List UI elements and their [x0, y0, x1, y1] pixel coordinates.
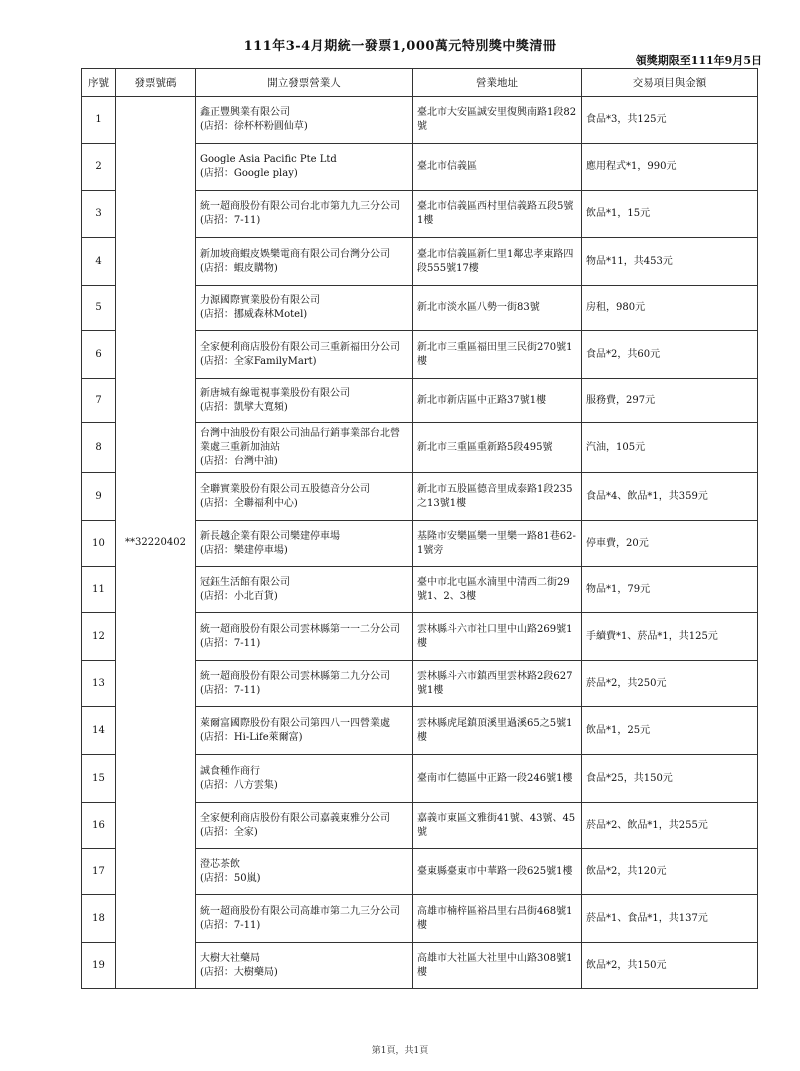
- row-number: 16: [82, 803, 116, 849]
- transaction-items: 服務費，297元: [582, 379, 758, 423]
- row-number: 11: [82, 567, 116, 613]
- row-number: 12: [82, 613, 116, 661]
- transaction-items: 飲品*1，15元: [582, 191, 758, 238]
- merchant-name: 全家便利商店股份有限公司三重新福田分公司: [200, 341, 400, 353]
- store-sign: (店招：徐杯杯粉圓仙草): [200, 121, 308, 132]
- business-address: 新北市淡水區八勢一街83號: [413, 286, 582, 331]
- business-address: 臺北市信義區新仁里1鄰忠孝東路四段555號17樓: [413, 238, 582, 286]
- merchant-cell: [196, 895, 413, 943]
- transaction-items: 飲品*1，25元: [582, 707, 758, 755]
- transaction-items: 食品*2，共60元: [582, 331, 758, 379]
- business-address: 臺北市信義區西村里信義路五段5號1樓: [413, 191, 582, 238]
- store-sign: (店招：7-11): [200, 919, 261, 931]
- row-number: 17: [82, 849, 116, 895]
- page-footer: 第1頁，共1頁: [371, 1046, 429, 1056]
- row-number: 8: [82, 423, 116, 473]
- merchant-cell: [196, 473, 413, 521]
- row-number: 4: [82, 238, 116, 286]
- merchant-name: 新唐城有線電視事業股份有限公司: [200, 387, 350, 399]
- table-row: [82, 97, 758, 144]
- merchant-cell: [196, 97, 413, 144]
- transaction-items: 菸品*2、飲品*1，共255元: [582, 803, 758, 849]
- merchant-name: 統一超商股份有限公司雲林縣第一一二分公司: [200, 623, 400, 635]
- merchant-name: 全聯實業股份有限公司五股德音分公司: [200, 483, 370, 495]
- merchant-cell: [196, 423, 413, 473]
- merchant-cell: [196, 755, 413, 803]
- business-address: 雲林縣斗六市鎮西里雲林路2段627號1樓: [413, 661, 582, 707]
- merchant-name: 冠鈺生活館有限公司: [200, 576, 290, 588]
- invoice-number: **32220402: [116, 97, 196, 989]
- row-number: 5: [82, 286, 116, 331]
- merchant-name: 力源國際實業股份有限公司: [200, 295, 320, 306]
- business-address: 臺北市大安區誠安里復興南路1段82號: [413, 97, 582, 144]
- store-sign: (店招：蝦皮購物): [200, 262, 278, 274]
- merchant-cell: [196, 379, 413, 423]
- merchant-name: 萊爾富國際股份有限公司第四八一四營業處: [200, 717, 390, 729]
- row-number: 10: [82, 521, 116, 567]
- transaction-items: 手續費*1、菸品*1，共125元: [582, 613, 758, 661]
- business-address: 臺南市仁德區中正路一段246號1樓: [413, 755, 582, 803]
- row-number: 6: [82, 331, 116, 379]
- transaction-items: 汽油，105元: [582, 423, 758, 473]
- transaction-items: 食品*4、飲品*1，共359元: [582, 473, 758, 521]
- store-sign: (店招：小北百貨): [200, 590, 278, 602]
- merchant-cell: [196, 521, 413, 567]
- store-sign: (店招：Google play): [200, 168, 298, 179]
- merchant-cell: [196, 849, 413, 895]
- row-number: 14: [82, 707, 116, 755]
- header-invoice: 發票號碼: [116, 69, 196, 97]
- transaction-items: 菸品*1、食品*1，共137元: [582, 895, 758, 943]
- merchant-name: 大樹大社藥局: [200, 952, 260, 964]
- merchant-cell: [196, 661, 413, 707]
- business-address: 高雄市大社區大社里中山路308號1樓: [413, 943, 582, 989]
- business-address: 新北市三重區重新路5段495號: [413, 423, 582, 473]
- business-address: 雲林縣虎尾鎮頂溪里過溪65之5號1樓: [413, 707, 582, 755]
- store-sign: (店招：樂建停車場): [200, 544, 288, 556]
- transaction-items: 物品*1，79元: [582, 567, 758, 613]
- transaction-items: 菸品*2，共250元: [582, 661, 758, 707]
- business-address: 基隆市安樂區樂一里樂一路81巷62-1號旁: [413, 521, 582, 567]
- merchant-name: Google Asia Pacific Pte Ltd: [200, 154, 337, 165]
- merchant-name: 新加坡商蝦皮娛樂電商有限公司台灣分公司: [200, 248, 390, 260]
- row-number: 3: [82, 191, 116, 238]
- table-header-row: [82, 69, 758, 97]
- store-sign: (店招：全聯福利中心): [200, 497, 298, 509]
- merchant-cell: [196, 286, 413, 331]
- store-sign: (店招：7-11): [200, 684, 261, 696]
- header-merchant: 開立發票營業人: [196, 69, 413, 97]
- merchant-cell: [196, 567, 413, 613]
- header-no: 序號: [82, 69, 116, 97]
- transaction-items: 食品*3，共125元: [582, 97, 758, 144]
- merchant-cell: [196, 943, 413, 989]
- merchant-cell: [196, 613, 413, 661]
- transaction-items: 食品*25，共150元: [582, 755, 758, 803]
- business-address: 雲林縣斗六市社口里中山路269號1樓: [413, 613, 582, 661]
- business-address: 高雄市楠梓區裕昌里右昌街468號1樓: [413, 895, 582, 943]
- merchant-name: 新長越企業有限公司樂建停車場: [200, 530, 340, 542]
- store-sign: (店招：凱擘大寬頻): [200, 401, 288, 413]
- store-sign: (店招：全家): [200, 826, 258, 838]
- merchant-name: 全家便利商店股份有限公司嘉義東雅分公司: [200, 812, 390, 824]
- store-sign: (店招：Hi-Life萊爾富): [200, 731, 303, 743]
- row-number: 18: [82, 895, 116, 943]
- row-number: 15: [82, 755, 116, 803]
- business-address: 新北市五股區德音里成泰路1段235之13號1樓: [413, 473, 582, 521]
- merchant-cell: [196, 144, 413, 191]
- merchant-cell: [196, 331, 413, 379]
- transaction-items: 停車費，20元: [582, 521, 758, 567]
- row-number: 9: [82, 473, 116, 521]
- business-address: 臺北市信義區: [413, 144, 582, 191]
- business-address: 臺中市北屯區水湳里中清西二街29號1、2、3樓: [413, 567, 582, 613]
- store-sign: (店招：台灣中油): [200, 455, 278, 467]
- merchant-cell: [196, 238, 413, 286]
- merchant-name: 統一超商股份有限公司高雄市第二九三分公司: [200, 905, 400, 917]
- store-sign: (店招：7-11): [200, 637, 261, 649]
- store-sign: (店招：7-11): [200, 215, 261, 226]
- merchant-name: 澄芯茶飲: [200, 858, 240, 870]
- claim-deadline: 領獎期限至111年9月5日: [635, 54, 762, 67]
- row-number: 13: [82, 661, 116, 707]
- business-address: 嘉義市東區文雅街41號、43號、45號: [413, 803, 582, 849]
- transaction-items: 飲品*2，共150元: [582, 943, 758, 989]
- merchant-cell: [196, 803, 413, 849]
- business-address: 新北市三重區福田里三民街270號1樓: [413, 331, 582, 379]
- header-items: 交易項目與金額: [582, 69, 758, 97]
- page-title: 111年3-4月期統一發票1,000萬元特別獎中獎清冊: [243, 39, 557, 54]
- transaction-items: 飲品*2，共120元: [582, 849, 758, 895]
- winners-table: [81, 68, 758, 989]
- merchant-name: 鑫正豐興業有限公司: [200, 107, 290, 118]
- merchant-name: 統一超商股份有限公司雲林縣第二九分公司: [200, 670, 390, 682]
- store-sign: (店招：挪威森林Motel): [200, 309, 308, 320]
- business-address: 臺東縣臺東市中華路一段625號1樓: [413, 849, 582, 895]
- row-number: 7: [82, 379, 116, 423]
- transaction-items: 物品*11，共453元: [582, 238, 758, 286]
- store-sign: (店招：大樹藥局): [200, 966, 278, 978]
- merchant-name: 統一超商股份有限公司台北市第九九三分公司: [200, 201, 400, 212]
- store-sign: (店招：全家FamilyMart): [200, 355, 317, 367]
- transaction-items: 應用程式*1，990元: [582, 144, 758, 191]
- store-sign: (店招：八方雲集): [200, 779, 278, 791]
- row-number: 2: [82, 144, 116, 191]
- merchant-cell: [196, 707, 413, 755]
- row-number: 1: [82, 97, 116, 144]
- merchant-cell: [196, 191, 413, 238]
- row-number: 19: [82, 943, 116, 989]
- store-sign: (店招：50嵐): [200, 872, 261, 884]
- transaction-items: 房租，980元: [582, 286, 758, 331]
- header-address: 營業地址: [413, 69, 582, 97]
- merchant-name: 誠食種作商行: [200, 765, 260, 777]
- merchant-name: 台灣中油股份有限公司油品行銷事業部台北營業處三重新加油站: [200, 427, 400, 453]
- business-address: 新北市新店區中正路37號1樓: [413, 379, 582, 423]
